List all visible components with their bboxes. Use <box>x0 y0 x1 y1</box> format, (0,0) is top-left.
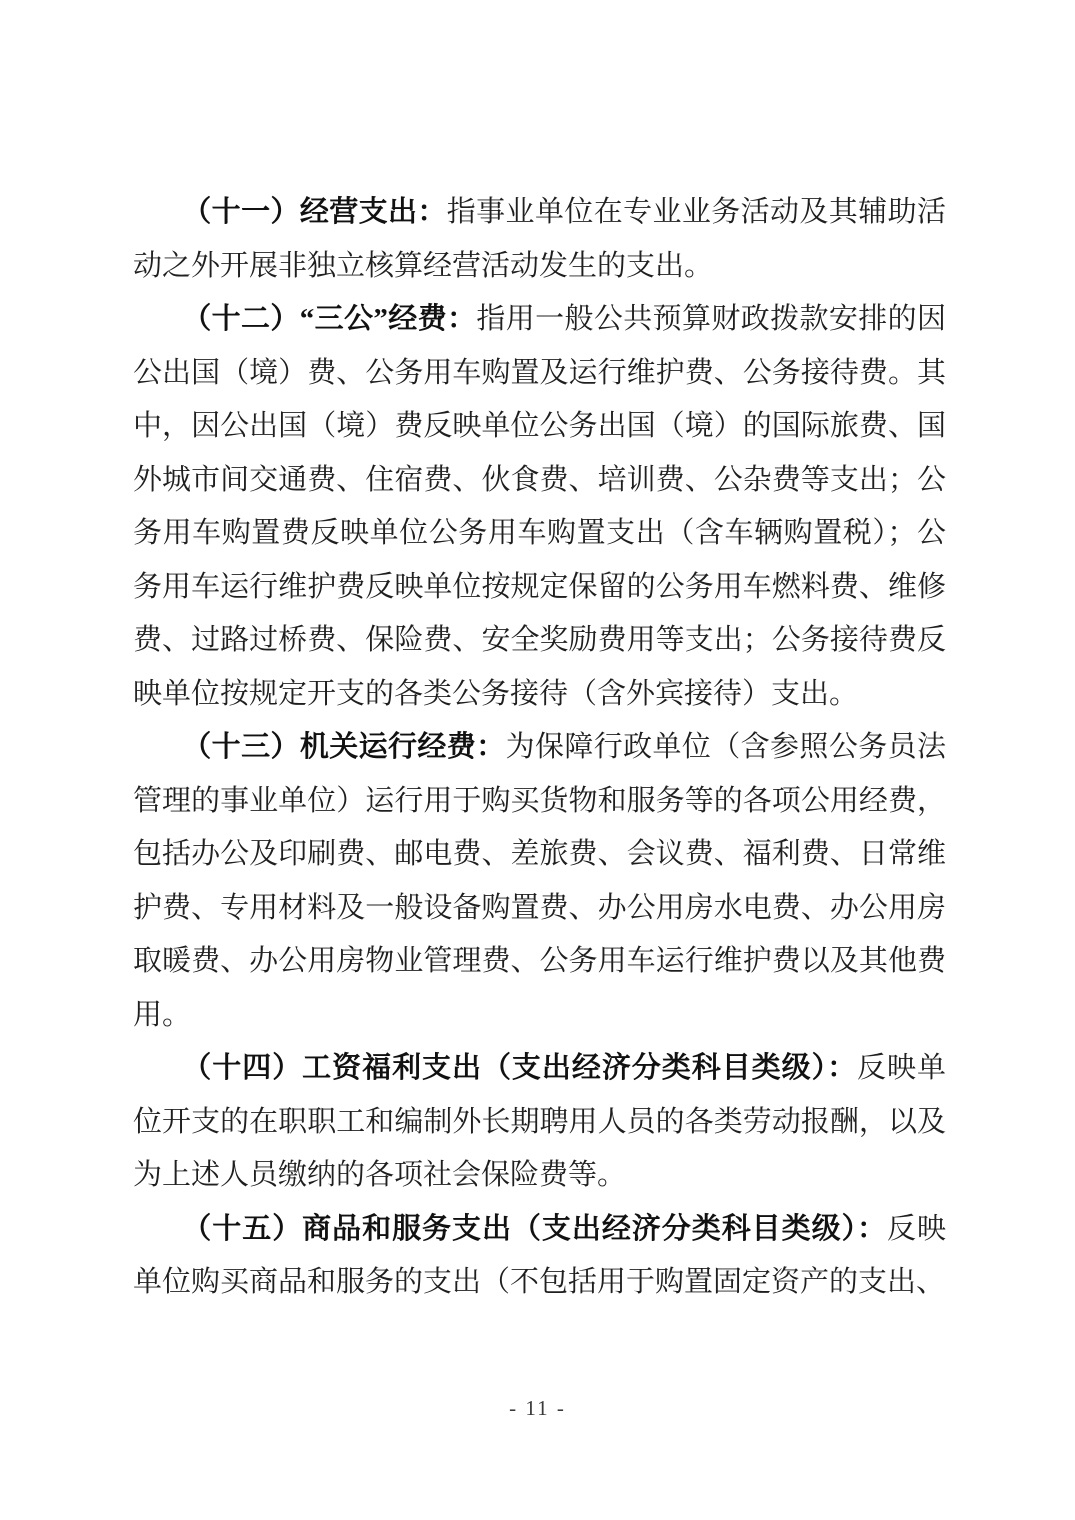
paragraph-12-heading: （十二）“三公”经费： <box>182 303 477 335</box>
paragraph-12-text: 指用一般公共预算财政拨款安排的因公出国（境）费、公务用车购置及运行维护费、公务接待费。其中，因公出国（境）费反映单位公务出国（境）的国际旅费、国外城市间交通费、住宿费、伙食费、培训费、公杂费等支出；公务用车购置费反映单位公务用车购置支出（含车辆购置税）；公务用车运行维护费反映单位按规定保留的公务用车燃料费、维修费、过路过桥费、保险费、安全奖励费用等支出；公务接待费反映单位按规定开支的各类公务接待（含外宾接待）支出。 <box>133 303 946 710</box>
document-body <box>133 186 946 1310</box>
paragraph-15-heading: （十五）商品和服务支出（支出经济分类科目类级）： <box>182 1212 888 1245</box>
paragraph-13 <box>133 721 946 1042</box>
paragraph-14-text: 反映单位开支的在职职工和编制外长期聘用人员的各类劳动报酬，以及为上述人员缴纳的各项社会保险费等。 <box>133 1052 946 1191</box>
paragraph-11-text: 指事业单位在专业业务活动及其辅助活动之外开展非独立核算经营活动发生的支出。 <box>133 196 946 282</box>
paragraph-11 <box>133 186 946 293</box>
paragraph-11-heading: （十一）经营支出： <box>182 196 447 228</box>
paragraph-14 <box>133 1042 946 1203</box>
paragraph-12 <box>133 293 946 721</box>
paragraph-15-text: 反映单位购买商品和服务的支出（不包括用于购置固定资产的支出、 <box>133 1212 946 1298</box>
paragraph-13-text: 为保障行政单位（含参照公务员法管理的事业单位）运行用于购买货物和服务等的各项公用经费，包括办公及印刷费、邮电费、差旅费、会议费、福利费、日常维护费、专用材料及一般设备购置费、办公用房水电费、办公用房取暖费、办公用房物业管理费、公务用车运行维护费以及其他费用。 <box>133 731 946 1031</box>
paragraph-13-heading: （十三）机关运行经费： <box>182 731 506 763</box>
page-number: - 11 - <box>509 1396 566 1420</box>
paragraph-15 <box>133 1203 946 1310</box>
paragraph-14-heading: （十四）工资福利支出（支出经济分类科目类级）： <box>182 1052 858 1084</box>
